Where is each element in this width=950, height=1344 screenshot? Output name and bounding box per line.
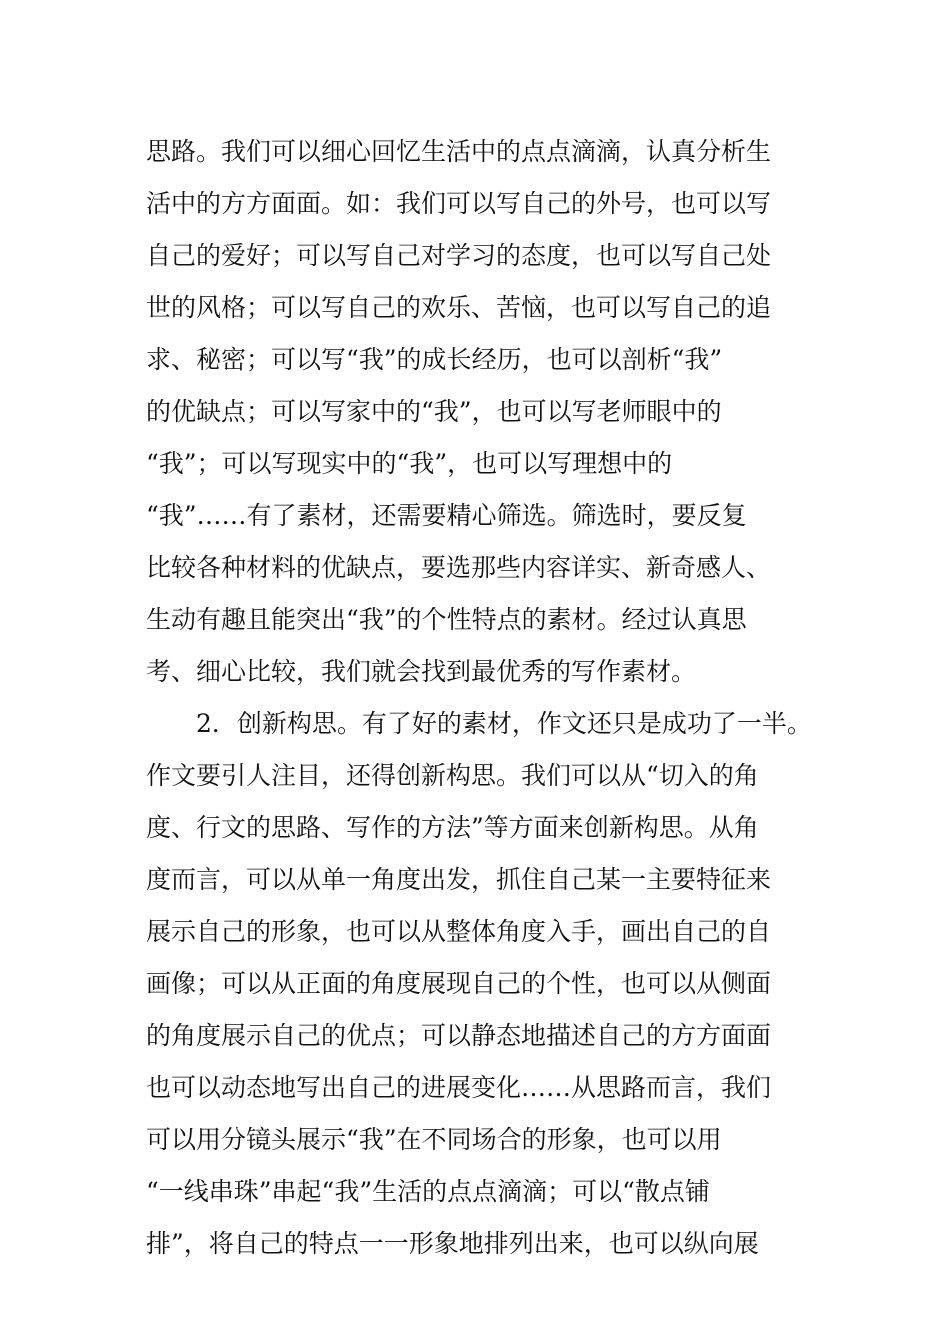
text-line-17: 画像；可以从正面的角度展现自己的个性，也可以从侧面 bbox=[146, 969, 772, 998]
text-line-1: 思路。我们可以细心回忆生活中的点点滴滴，认真分析生 bbox=[146, 137, 772, 166]
text-line-8: “我”……有了素材，还需要精心筛选。筛选时，要反复 bbox=[146, 501, 747, 530]
text-line-21: “一线串珠”串起“我”生活的点点滴滴；可以“散点铺 bbox=[146, 1177, 710, 1206]
text-line-18: 的角度展示自己的优点；可以静态地描述自己的方方面面 bbox=[146, 1021, 772, 1050]
text-line-6: 的优缺点；可以写家中的“我”，也可以写老师眼中的 bbox=[146, 397, 722, 426]
paragraph-2-first-line: 2．创新构思。有了好的素材，作文还只是成功了一半。 bbox=[196, 709, 812, 738]
text-line-5: 求、秘密；可以写“我”的成长经历，也可以剖析“我” bbox=[146, 345, 723, 374]
text-line-3: 自己的爱好；可以写自己对学习的态度，也可以写自己处 bbox=[146, 241, 772, 270]
text-line-10: 生动有趣且能突出“我”的个性特点的素材。经过认真思 bbox=[146, 605, 747, 634]
text-line-15: 度而言，可以从单一角度出发，抓住自己某一主要特征来 bbox=[146, 865, 772, 894]
text-line-19: 也可以动态地写出自己的进展变化……从思路而言，我们 bbox=[146, 1073, 772, 1102]
text-line-9: 比较各种材料的优缺点，要选那些内容详实、新奇感人、 bbox=[146, 553, 772, 582]
text-line-11: 考、细心比较，我们就会找到最优秀的写作素材。 bbox=[146, 657, 697, 686]
text-line-22: 排”，将自己的特点一一形象地排列出来，也可以纵向展 bbox=[146, 1229, 759, 1258]
text-line-14: 度、行文的思路、写作的方法”等方面来创新构思。从角 bbox=[146, 813, 759, 842]
text-line-16: 展示自己的形象，也可以从整体角度入手，画出自己的自 bbox=[146, 917, 772, 946]
text-line-7: “我”；可以写现实中的“我”，也可以写理想中的 bbox=[146, 449, 673, 478]
text-line-13: 作文要引人注目，还得创新构思。我们可以从“切入的角 bbox=[146, 761, 759, 790]
text-line-2: 活中的方方面面。如：我们可以写自己的外号，也可以写 bbox=[146, 189, 772, 218]
text-line-4: 世的风格；可以写自己的欢乐、苦恼，也可以写自己的追 bbox=[146, 293, 772, 322]
text-line-20: 可以用分镜头展示“我”在不同场合的形象，也可以用 bbox=[146, 1125, 722, 1154]
